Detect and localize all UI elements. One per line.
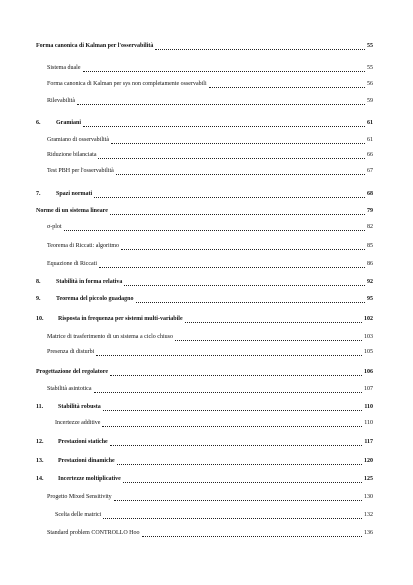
toc-entry-page: 107	[364, 386, 373, 392]
toc-entry-page: 67	[367, 168, 373, 174]
toc-entry-page: 103	[364, 334, 373, 340]
toc-entry[interactable]	[0, 78, 413, 90]
toc-entry-page: 59	[367, 98, 373, 104]
toc-dot-leader	[103, 517, 362, 519]
toc-entry[interactable]	[0, 62, 413, 74]
toc-entry-number: 11.	[36, 404, 44, 410]
toc-entry-page: 106	[364, 369, 373, 375]
toc-entry[interactable]	[0, 383, 413, 395]
toc-dot-leader	[77, 103, 365, 105]
toc-dot-leader	[155, 48, 365, 50]
toc-entry-title: Stabilità asintotica	[47, 386, 92, 392]
toc-entry[interactable]	[0, 331, 413, 343]
toc-dot-leader	[124, 284, 365, 286]
toc-dot-leader	[117, 463, 362, 465]
toc-dot-leader	[114, 499, 362, 501]
toc-entry-number: 13.	[36, 458, 44, 464]
toc-entry-page: 117	[364, 439, 373, 445]
toc-entry-page: 136	[364, 530, 373, 536]
toc-entry-page: 55	[367, 43, 373, 49]
toc-entry-title: σ-plot	[47, 224, 62, 230]
toc-entry-title: Matrice di trasferimento di un sistema a ciclo chiuso	[47, 334, 173, 340]
toc-entry[interactable]	[0, 221, 413, 233]
toc-dot-leader	[185, 321, 362, 323]
toc-dot-leader	[121, 248, 365, 250]
toc-dot-leader	[94, 196, 365, 198]
toc-entry-title: Stabilità in forma relativa	[56, 279, 123, 285]
toc-entry-number: 10.	[36, 316, 44, 322]
toc-entry-number: 12.	[36, 439, 44, 445]
toc-entry[interactable]	[0, 134, 413, 146]
toc-entry-title: Riduzione bilanciata	[47, 152, 97, 158]
toc-dot-leader	[96, 354, 362, 356]
toc-entry-page: 56	[367, 81, 373, 87]
toc-entry-page: 82	[367, 224, 373, 230]
toc-dot-leader	[110, 444, 363, 446]
toc-entry[interactable]	[0, 366, 413, 378]
toc-entry[interactable]	[0, 509, 413, 521]
toc-entry-title: Presenza di disturbi	[47, 349, 95, 355]
toc-entry[interactable]	[0, 346, 413, 358]
toc-dot-leader	[110, 374, 362, 376]
toc-dot-leader	[175, 339, 362, 341]
toc-entry[interactable]	[0, 293, 413, 305]
toc-entry-page: 86	[367, 261, 373, 267]
toc-entry[interactable]	[0, 240, 413, 252]
toc-entry[interactable]	[0, 436, 413, 448]
toc-entry[interactable]	[0, 95, 413, 107]
toc-entry-title: Gramiani	[56, 120, 81, 126]
toc-entry-title: Progetto Mixed Sensitivity	[47, 494, 112, 500]
toc-dot-leader	[64, 229, 365, 231]
toc-entry-page: 110	[364, 404, 373, 410]
toc-entry-page: 92	[367, 279, 373, 285]
toc-entry[interactable]	[0, 40, 413, 52]
toc-entry-title: Standard problem CONTROLLO Hoo	[47, 530, 140, 536]
toc-entry-number: 8.	[36, 279, 41, 285]
toc-entry-page: 61	[367, 120, 373, 126]
toc-entry-title: Rilevabilità	[47, 98, 75, 104]
toc-entry[interactable]	[0, 491, 413, 503]
toc-entry[interactable]	[0, 313, 413, 325]
toc-dot-leader	[102, 425, 362, 427]
toc-entry[interactable]	[0, 205, 413, 217]
toc-entry[interactable]	[0, 149, 413, 161]
toc-dot-leader	[110, 213, 365, 215]
toc-entry-page: 85	[367, 243, 373, 249]
toc-dot-leader	[98, 157, 365, 159]
toc-dot-leader	[83, 125, 365, 127]
toc-dot-leader	[136, 301, 365, 303]
toc-entry[interactable]	[0, 117, 413, 129]
toc-dot-leader	[142, 535, 363, 537]
toc-entry-title: Spazi normati	[56, 191, 93, 197]
toc-entry-page: 95	[367, 296, 373, 302]
toc-entry-page: 132	[364, 512, 373, 518]
toc-entry-number: 6.	[36, 120, 41, 126]
toc-entry-title: Teorema di Riccati: algoritmo	[47, 243, 120, 249]
toc-dot-leader	[99, 266, 365, 268]
toc-entry-title: Scelta delle matrici	[55, 512, 102, 518]
toc-entry-title: Forma canonica di Kalman per l'osservabilità	[36, 43, 154, 49]
toc-dot-leader	[103, 409, 363, 411]
toc-entry-title: Sistema duale	[47, 65, 81, 71]
toc-entry[interactable]	[0, 417, 413, 429]
toc-entry[interactable]	[0, 455, 413, 467]
toc-entry-page: 130	[364, 494, 373, 500]
toc-entry-title: Gramiano di osservabilità	[47, 137, 109, 143]
toc-entry-title: Prestazioni statiche	[58, 439, 108, 445]
toc-entry-page: 79	[367, 208, 373, 214]
toc-dot-leader	[116, 173, 365, 175]
toc-entry-number: 9.	[36, 296, 41, 302]
toc-entry-page: 105	[364, 349, 373, 355]
toc-entry-number: 7.	[36, 191, 41, 197]
toc-entry[interactable]	[0, 401, 413, 413]
toc-dot-leader	[111, 142, 365, 144]
toc-entry[interactable]	[0, 473, 413, 485]
toc-dot-leader	[123, 481, 362, 483]
toc-entry-title: Incertezze additive	[55, 420, 101, 426]
toc-entry[interactable]	[0, 165, 413, 177]
toc-entry-page: 120	[364, 458, 373, 464]
toc-entry[interactable]	[0, 188, 413, 200]
toc-entry-title: Norme di un sistema lineare	[36, 208, 108, 214]
toc-dot-leader	[94, 391, 363, 393]
toc-entry-page: 68	[367, 191, 373, 197]
toc-entry[interactable]	[0, 527, 413, 539]
toc-entry-title: Incertezze moltiplicative	[58, 476, 121, 482]
toc-entry-page: 110	[364, 420, 373, 426]
toc-entry-page: 102	[364, 316, 373, 322]
toc-dot-leader	[209, 86, 365, 88]
toc-entry-title: Forma canonica di Kalman per sys non completamente osservabili	[47, 81, 207, 87]
toc-entry[interactable]	[0, 258, 413, 270]
toc-entry-title: Equazione di Riccati	[47, 261, 97, 267]
toc-entry-title: Test PBH per l'osservabilità	[47, 168, 114, 174]
toc-entry-page: 125	[364, 476, 373, 482]
toc-entry-title: Risposta in frequenza per sistemi multi-variabile	[58, 316, 183, 322]
toc-entry-page: 55	[367, 65, 373, 71]
toc-dot-leader	[83, 70, 366, 72]
toc-entry-title: Progettazione del regolatore	[36, 369, 108, 375]
toc-entry-number: 14.	[36, 476, 44, 482]
toc-entry-page: 61	[367, 137, 373, 143]
toc-entry-page: 66	[367, 152, 373, 158]
toc-entry[interactable]	[0, 276, 413, 288]
toc-entry-title: Stabilità robusta	[58, 404, 101, 410]
toc-entry-title: Teorema del piccolo guadagno	[56, 296, 134, 302]
toc-entry-title: Prestazioni dinamiche	[58, 458, 115, 464]
